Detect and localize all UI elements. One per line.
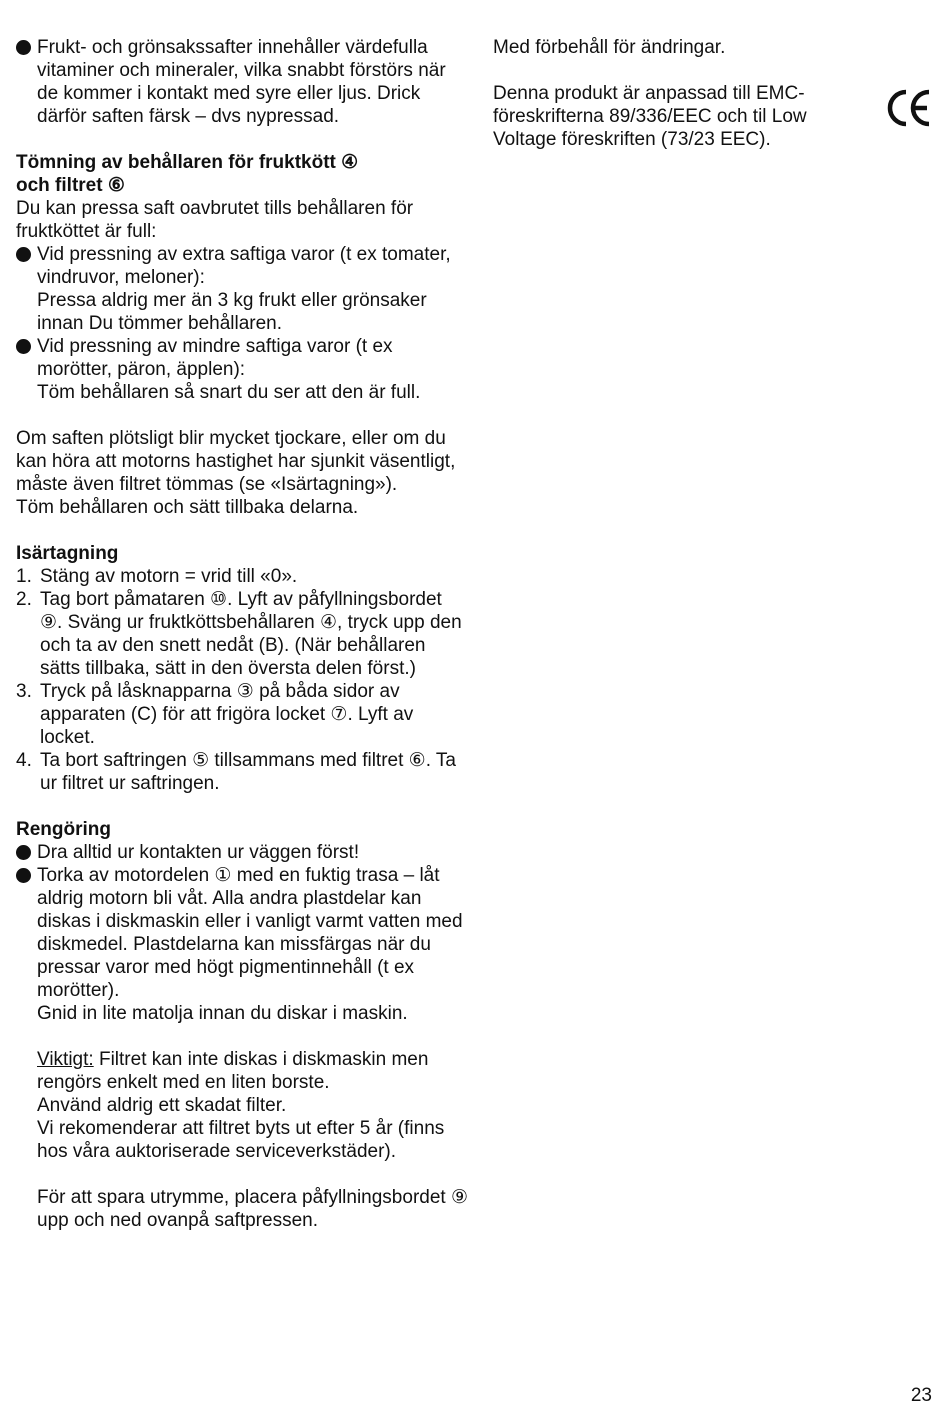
step-number: 2. [16,589,32,610]
emptying-note-2: Töm behållaren och sätt tillbaka delarna. [16,497,359,518]
intro-bullet [16,36,468,128]
intro-bullet-text: Frukt- och grönsakssafter innehåller värdefulla vitaminer och mineraler, vilka snabbt förstörs när de kommer i kontakt med syre eller ljus. Drick därför saften färsk – dvs nypressad. [37,37,446,127]
disassembly-step-4 [16,749,468,795]
bullet-line: Vid pressning av mindre saftiga varor (t ex morötter, päron, äpplen): [37,336,393,380]
emptying-heading-1: Tömning av behållaren för fruktkött ④ [16,152,359,173]
cleaning-bullet-2 [16,864,468,1025]
step-number: 1. [16,566,32,587]
cleaning-bullet-1 [16,841,468,864]
cleaning-bullet-2-text: Torka av motordelen ① med en fuktig trasa – låt aldrig motorn bli våt. Alla andra plastdelar kan diskas i diskmaskin eller i vanligt varmt vatten med diskmedel. Plastdelarna kan missfärgas när du pressar varor med högt pigmentinnehåll (t ex morötter). [37,865,463,1001]
left-column [16,36,468,1232]
emptying-bullet-less-juicy [16,335,468,404]
bullet-dot-icon [16,339,31,354]
emc-text: Denna produkt är anpassad till EMC-föreskrifterna 89/336/EEC och til Low Voltage föreskriften (73/23 EEC). [493,83,807,150]
important-block [16,1048,468,1232]
cleaning-heading: Rengöring [16,819,111,840]
bullet-line: Vid pressning av extra saftiga varor (t ex tomater, vindruvor, meloner): [37,244,451,288]
important-text: Filtret kan inte diskas i diskmaskin men rengörs enkelt med en liten borste. [37,1049,429,1093]
step-text: Stäng av motorn = vrid till «0». [40,566,298,587]
disassembly-heading: Isärtagning [16,543,119,564]
step-number: 3. [16,681,32,702]
reservation-text: Med förbehåll för ändringar. [493,37,726,58]
bullet-dot-icon [16,845,31,860]
step-text: Ta bort saftringen ⑤ tillsammans med filtret ⑥. Ta ur filtret ur saftringen. [40,750,456,794]
right-column [493,36,853,151]
important-paragraph [37,1048,468,1094]
important-label: Viktigt: [37,1049,94,1070]
step-text: Tag bort påmataren ⑩. Lyft av påfyllningsbordet ⑨. Sväng ur fruktköttsbehållaren ④, tryck upp den och ta av den snett nedåt (B). (När behållaren sätts tillbaka, sätt in den översta delen först.) [40,589,462,679]
cleaning-bullet-2-follow: Gnid in lite matolja innan du diskar i maskin. [37,1003,408,1024]
important-2: Använd aldrig ett skadat filter. [37,1095,287,1116]
storage-text: För att spara utrymme, placera påfyllningsbordet ⑨ upp och ned ovanpå saftpressen. [37,1187,468,1231]
ce-mark-icon [885,84,933,132]
bullet-follow: Töm behållaren så snart du ser att den är full. [37,382,421,403]
disassembly-step-3 [16,680,468,749]
important-3: Vi rekomenderar att filtret byts ut efter 5 år (finns hos våra auktoriserade serviceverkstäder). [37,1118,445,1162]
bullet-dot-icon [16,40,31,55]
emptying-bullet-juicy [16,243,468,335]
bullet-dot-icon [16,247,31,262]
emptying-heading-2: och filtret ⑥ [16,175,125,196]
cleaning-bullet-1-text: Dra alltid ur kontakten ur väggen först! [37,842,360,863]
step-text: Tryck på låsknapparna ③ på båda sidor av apparaten (C) för att frigöra locket ⑦. Lyft av locket. [40,681,414,748]
disassembly-step-2 [16,588,468,680]
bullet-dot-icon [16,868,31,883]
page-number: 23 [910,1385,932,1406]
step-number: 4. [16,750,32,771]
bullet-follow: Pressa aldrig mer än 3 kg frukt eller grönsaker innan Du tömmer behållaren. [37,290,427,334]
emptying-note: Om saften plötsligt blir mycket tjockare, eller om du kan höra att motorns hastighet har sjunkit väsentligt, måste även filtret tömmas (se «Isärtagning»). [16,428,456,495]
disassembly-step-1 [16,565,468,588]
emptying-intro: Du kan pressa saft oavbrutet tills behållaren för fruktköttet är full: [16,198,414,242]
